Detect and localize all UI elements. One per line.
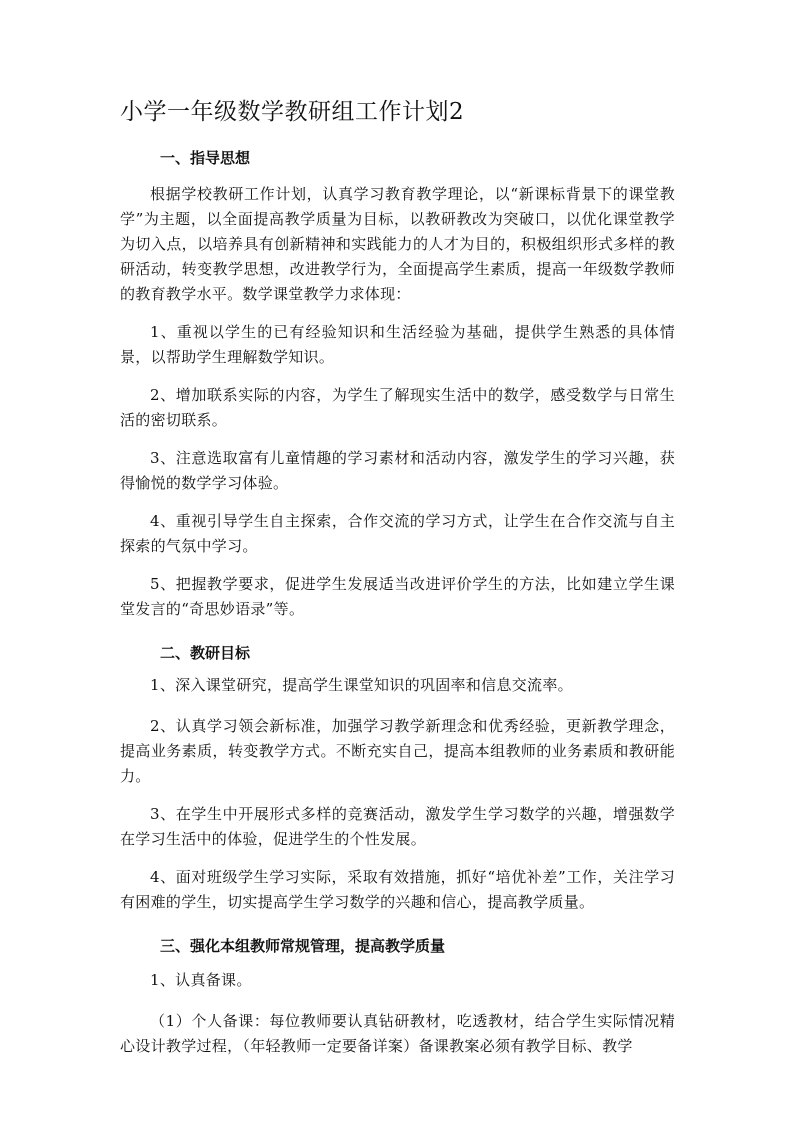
paragraph: 4、重视引导学生自主探索，合作交流的学习方式，让学生在合作交流与自主探索的气氛中学习。 — [120, 512, 675, 555]
document-body — [120, 140, 675, 1072]
section-heading-routine-management: 三、强化本组教师常规管理，提高教学质量 — [160, 937, 446, 955]
paragraph: 1、深入课堂研究，提高学生课堂知识的巩固率和信息交流率。 — [150, 676, 573, 694]
paragraph: 1、认真备课。 — [150, 971, 252, 989]
paragraph: 2、增加联系实际的内容，为学生了解现实生活中的数学，感受数学与日常生活的密切联系。 — [120, 386, 675, 429]
paragraph: 2、认真学习领会新标准，加强学习教学新理念和优秀经验，更新教学理念，提高业务素质，转变教学方式。不断充实自己，提高本组教师的业务素质和教研能力。 — [120, 717, 675, 785]
document-title: 小学一年级数学教研组工作计划2 — [120, 99, 465, 125]
paragraph: 根据学校教研工作计划，认真学习教育教学理论，以“新课标背景下的课堂教学”为主题，以全面提高教学质量为目标，以教研教改为突破口，以优化课堂教学为切入点，以培养具有创新精神和实践能力的人才为目的，积极组织形式多样的教研活动，转变教学思想，改进教学行为，全面提高学生素质，提高一年级数学教师的教育教学水平。数学课堂教学力求体现： — [120, 185, 675, 303]
section-heading-guiding-ideology: 一、指导思想 — [160, 149, 251, 167]
section-heading-research-goals: 二、教研目标 — [160, 644, 251, 662]
paragraph: 3、在学生中开展形式多样的竞赛活动，激发学生学习数学的兴趣，增强数学在学习生活中的体验，促进学生的个性发展。 — [120, 805, 675, 848]
paragraph: （1）个人备课：每位教师要认真钻研教材，吃透教材，结合学生实际情况精心设计教学过程，（年轻教师一定要备详案）备课教案必须有教学目标、教学 — [120, 1012, 675, 1055]
paragraph: 4、面对班级学生学习实际，采取有效措施，抓好“培优补差”工作，关注学习有困难的学生，切实提高学生学习数学的兴趣和信心，提高教学质量。 — [120, 868, 675, 911]
paragraph: 3、注意选取富有儿童情趣的学习素材和活动内容，激发学生的学习兴趣，获得愉悦的数学学习体验。 — [120, 449, 675, 492]
paragraph: 5、把握教学要求，促进学生发展适当改进评价学生的方法，比如建立学生课堂发言的“奇思妙语录”等。 — [120, 575, 675, 618]
paragraph: 1、重视以学生的已有经验知识和生活经验为基础，提供学生熟悉的具体情景，以帮助学生理解数学知识。 — [120, 323, 675, 366]
